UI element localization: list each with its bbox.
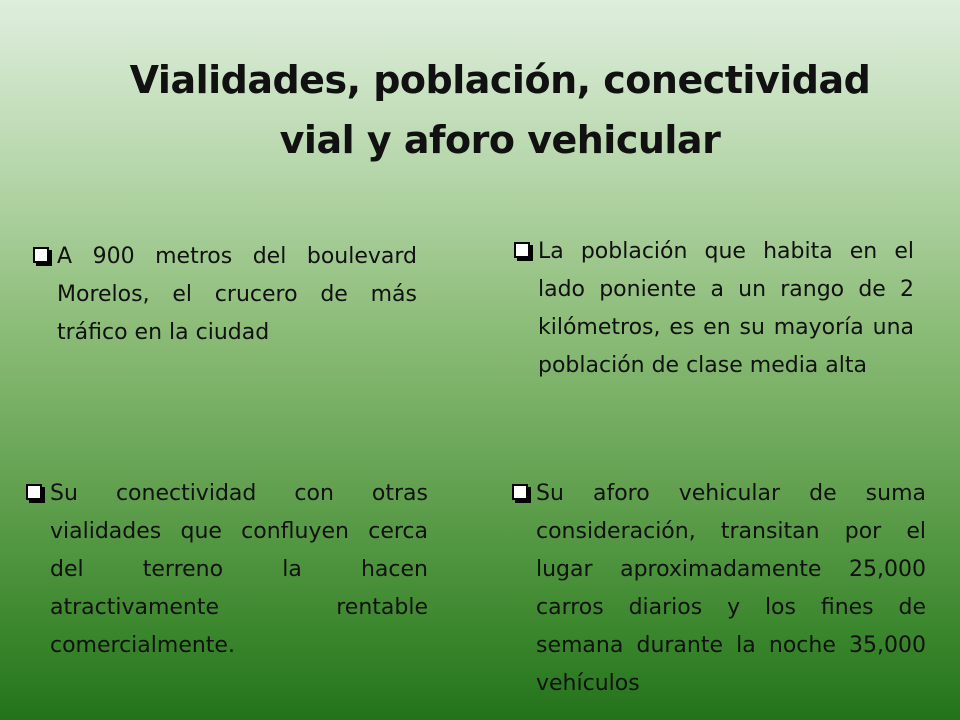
bullet-item-location <box>57 238 417 352</box>
bullet-text-traffic: Su aforo vehicular de suma consideración, transitan por el lugar aproximadamente 25,000 carros diarios y los fines de semana durante la noche 35,000 vehículos <box>536 481 926 696</box>
checkbox-bullet-icon <box>26 484 42 500</box>
bullet-item-traffic <box>536 475 926 703</box>
slide-title-line-2: vial y aforo vehicular <box>279 118 721 162</box>
bullet-text-population: La población que habita en el lado poniente a un rango de 2 kilómetros, es en su mayoría una población de clase media alta <box>538 239 914 378</box>
checkbox-bullet-icon <box>33 247 49 263</box>
checkbox-bullet-icon <box>514 242 530 258</box>
bullet-item-connectivity <box>50 475 428 665</box>
checkbox-bullet-icon <box>512 484 528 500</box>
slide-title-line-1: Vialidades, población, conectividad <box>129 58 871 102</box>
bullet-text-connectivity: Su conectividad con otras vialidades que confluyen cerca del terreno la hacen atractivamente rentable comercialmente. <box>50 481 428 658</box>
bullet-item-population <box>538 233 914 385</box>
bullet-text-location: A 900 metros del boulevard Morelos, el crucero de más tráfico en la ciudad <box>57 244 417 345</box>
slide-title <box>60 50 940 170</box>
